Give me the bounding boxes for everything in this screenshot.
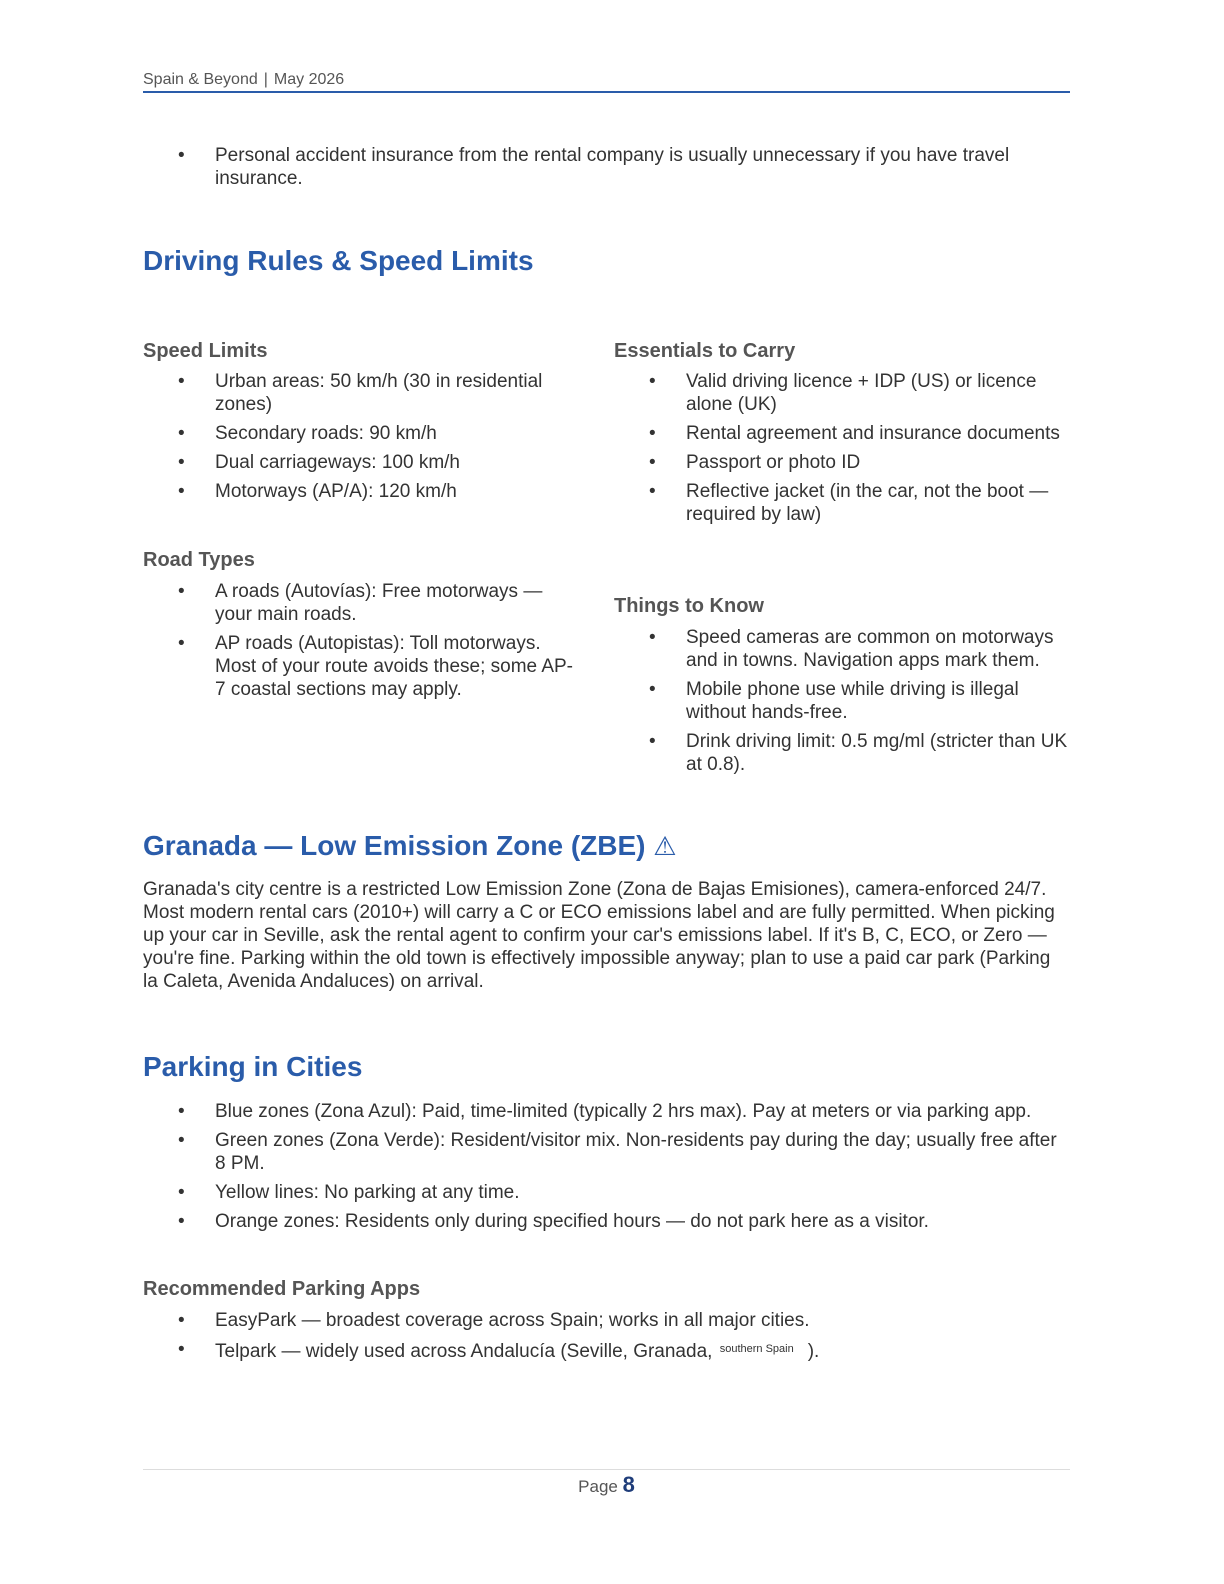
footer-rule (143, 1469, 1070, 1470)
things-to-know-list (614, 626, 1070, 776)
list-item: • Personal accident insurance from the rental company is usually unnecessary if you have travel insurance. (178, 145, 1010, 189)
intro-bullet-list (143, 144, 1070, 196)
list-item: • Drink driving limit: 0.5 mg/ml (stricter than UK at 0.8). (649, 731, 1068, 775)
warning-icon: ⚠ (653, 831, 677, 861)
road-types-title: Road Types (143, 549, 255, 571)
list-item: • A roads (Autovías): Free motorways — your main roads. (178, 581, 543, 625)
road-types-list (143, 580, 573, 701)
parking-apps-title: Recommended Parking Apps (143, 1278, 421, 1300)
parking-apps-section (143, 1277, 1070, 1369)
things-to-know-title: Things to Know (614, 595, 764, 617)
list-item: • Reflective jacket (in the car, not the boot — required by law) (649, 481, 1049, 525)
list-item: • Yellow lines: No parking at any time. (178, 1182, 520, 1203)
list-item: • Rental agreement and insurance documents (649, 423, 1060, 444)
essentials-section (614, 339, 1070, 532)
list-item: • Valid driving licence + IDP (US) or licence alone (UK) (649, 371, 1037, 415)
road-types-section (143, 548, 573, 707)
list-item: • Passport or photo ID (649, 452, 861, 473)
list-item: • Orange zones: Residents only during specified hours — do not park here as a visitor. (178, 1211, 929, 1232)
list-item: • AP roads (Autopistas): Toll motorways. Most of your route avoids these; some AP-7 coastal sections may apply. (178, 633, 574, 700)
list-item: • Urban areas: 50 km/h (30 in residential zones) (178, 371, 543, 415)
granada-heading: Granada — Low Emission Zone (ZBE) ⚠ (143, 830, 677, 861)
driving-heading: Driving Rules & Speed Limits (143, 245, 534, 276)
header-title: Spain & Beyond (143, 71, 258, 88)
parking-zones-list (143, 1100, 1070, 1239)
speed-limits-list (143, 370, 573, 503)
parking-apps-list (143, 1309, 1070, 1363)
page-number (143, 1472, 1070, 1498)
list-item: • Green zones (Zona Verde): Resident/visitor mix. Non-residents pay during the day; usually free after 8 PM. (178, 1130, 1057, 1174)
list-item: • Telpark — widely used across Andalucía (Seville, Granada, $^{southern Spain}$ ). (178, 1339, 820, 1362)
essentials-list (614, 370, 1070, 526)
inline-note: southern Spain (719, 1343, 794, 1355)
list-item: • Motorways (AP/A): 120 km/h (178, 481, 457, 502)
speed-limits-section (143, 339, 573, 509)
parking-heading: Parking in Cities (143, 1051, 363, 1082)
list-item: • Dual carriageways: 100 km/h (178, 452, 460, 473)
list-item: • Speed cameras are common on motorways and in towns. Navigation apps mark them. (649, 627, 1054, 671)
list-item: • EasyPark — broadest coverage across Spain; works in all major cities. (178, 1310, 810, 1331)
essentials-title: Essentials to Carry (614, 340, 796, 362)
page-number-value: 8 (622, 1472, 635, 1497)
things-to-know-section (614, 594, 1070, 782)
list-item: • Mobile phone use while driving is illegal without hands-free. (649, 679, 1019, 723)
speed-limits-title: Speed Limits (143, 340, 268, 362)
running-header (143, 70, 1070, 93)
list-item: • Blue zones (Zona Azul): Paid, time-limited (typically 2 hrs max). Pay at meters or via parking app. (178, 1101, 1032, 1122)
granada-paragraph: Granada's city centre is a restricted Low Emission Zone (Zona de Bajas Emisiones), camera-enforced 24/7. Most modern rental cars (2010+) will carry a C or ECO emissions label and are fully permitted. When picking up your car in Seville, ask the rental agent to confirm your car's emissions label. If it's B, C, ECO, or Zero — you're fine. Parking within the old town is effectively impossible anyway; plan to use a paid car park (Parking la Caleta, Avenida Andaluces) on arrival. (143, 879, 1055, 992)
list-item: • Secondary roads: 90 km/h (178, 423, 437, 444)
header-separator: | (263, 71, 268, 88)
page-label: Page (578, 1477, 618, 1496)
header-date: May 2026 (273, 71, 345, 88)
